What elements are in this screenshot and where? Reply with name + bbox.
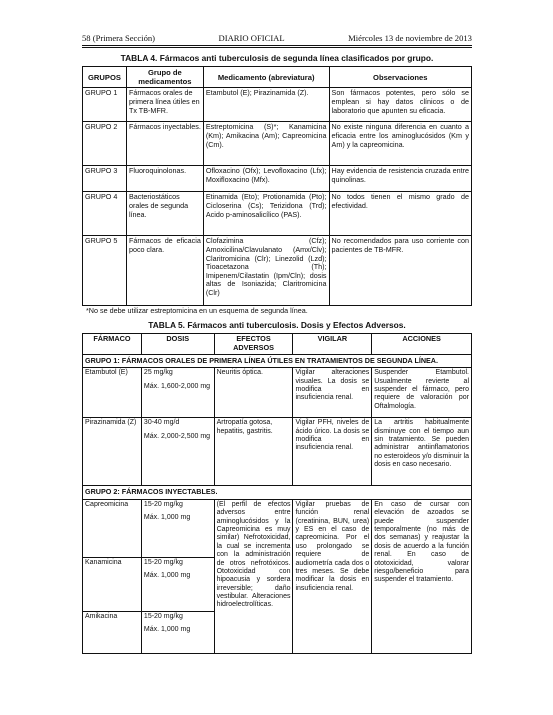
header-publication: DIARIO OFICIAL bbox=[218, 33, 285, 43]
table5-cell-watch: Vigilar alteraciones visuales. La dosis se modifica en insuficiencia renal. bbox=[293, 368, 372, 418]
table5 bbox=[82, 333, 472, 654]
table5-cell-drug: Kanamicina bbox=[83, 557, 142, 611]
table4-cell-notes: Hay evidencia de resistencia cruzada entre quinolinas. bbox=[329, 166, 471, 192]
table4-cell-drugs: Estreptomicina (S)*; Kanamicina (Km); Amikacina (Am); Capreomicina (Cm). bbox=[203, 122, 329, 166]
table4-header: Observaciones bbox=[329, 67, 471, 88]
table4-header: GRUPOS bbox=[83, 67, 127, 88]
table5-cell-dose bbox=[141, 418, 214, 486]
table4-footnote: *No se debe utilizar estreptomicina en un esquema de segunda línea. bbox=[86, 306, 308, 315]
table4-caption: TABLA 4. Fármacos anti tuberculosis de segunda línea clasificados por grupo. bbox=[120, 53, 434, 63]
table4-cell-notes: No todos tienen el mismo grado de efectividad. bbox=[329, 192, 471, 236]
table5-header-row bbox=[83, 334, 472, 355]
table4-cell-category: Fluoroquinolonas. bbox=[126, 166, 203, 192]
table4-row bbox=[83, 88, 472, 122]
table4-cell-notes: No recomendados para uso corriente con pacientes de TB-MFR. bbox=[329, 236, 471, 306]
table5-cell-drug: Pirazinamida (Z) bbox=[83, 418, 142, 486]
table4-row bbox=[83, 192, 472, 236]
dose-max: Máx. 1,000 mg bbox=[143, 572, 191, 580]
table4-row bbox=[83, 122, 472, 166]
table4-header: Medicamento (abreviatura) bbox=[203, 67, 329, 88]
dose-max: Máx. 1,000 mg bbox=[143, 626, 191, 634]
table4-cell-drugs: Etinamida (Eto); Protionamida (Pto); Cicloserina (Cs); Terizidona (Trd); Acido p-aminosalicílico (PAS). bbox=[203, 192, 329, 236]
table5-caption: TABLA 5. Fármacos anti tuberculosis. Dosis y Efectos Adversos. bbox=[148, 320, 406, 330]
dose-value: 15-20 mg/kg bbox=[143, 612, 183, 620]
dose-value: 30-40 mg/d bbox=[143, 419, 180, 427]
table5-cell-actions: La artritis habitualmente disminuye con el tiempo aun sin tratamiento. Se pueden administrar antiinflamatorios no esteroideos y/o disminuir la dosis en caso necesario. bbox=[372, 418, 472, 486]
table4-cell-category: Bacteriostáticos orales de segunda línea. bbox=[126, 192, 203, 236]
table5-header: EFECTOS ADVERSOS bbox=[214, 334, 293, 355]
table4-header: Grupo de medicamentos bbox=[126, 67, 203, 88]
table4-cell-group: GRUPO 1 bbox=[83, 88, 127, 122]
table4 bbox=[82, 66, 472, 306]
table5-row bbox=[83, 368, 472, 418]
dose-value: 15-20 mg/kg bbox=[143, 500, 183, 508]
dose-max: Máx. 2,000-2,500 mg bbox=[143, 432, 211, 440]
table4-cell-group: GRUPO 2 bbox=[83, 122, 127, 166]
table4-header-row bbox=[83, 67, 472, 88]
table5-group1-label: GRUPO 1: FÁRMACOS ORALES DE PRIMERA LÍNEA ÚTILES EN TRATAMIENTOS DE SEGUNDA LÍNEA. bbox=[83, 354, 472, 368]
table4-cell-group: GRUPO 3 bbox=[83, 166, 127, 192]
header-rule bbox=[82, 45, 472, 46]
table5-group-row bbox=[83, 354, 472, 368]
table4-cell-drugs: Ofloxacino (Ofx); Levofloxacino (Lfx); Moxifloxacino (Mfx). bbox=[203, 166, 329, 192]
dose-value: 25 mg/kg bbox=[143, 369, 173, 377]
table5-cell-actions: Suspender Etambutol. Usualmente revierte al suspender el fármaco, pero requiere de valoración por Oftalmología. bbox=[372, 368, 472, 418]
table5-cell-effects: (El perfil de efectos adversos entre aminoglucósidos y la Capreomicina es muy similar) Nefrotoxicidad, la cual se incrementa con la administración de otros nefrotóxicos. Ototoxicidad con hipoacusia y sordera irreversible; daño vestibular. Alteraciones hidroelectrolíticas. bbox=[214, 499, 293, 653]
table5-header: VIGILAR bbox=[293, 334, 372, 355]
table5-cell-effects: Neuritis óptica. bbox=[214, 368, 293, 418]
table5-group-row bbox=[83, 486, 472, 500]
table4-cell-drugs: Etambutol (E); Pirazinamida (Z). bbox=[203, 88, 329, 122]
table4-cell-notes: No existe ninguna diferencia en cuanto a eficacia entre los aminoglucósidos (Km y Am) y la capreomicina. bbox=[329, 122, 471, 166]
table4-cell-drugs: Clofazimina (Cfz); Amoxicilina/Clavulanato (Amx/Clv); Claritromicina (Clr); Linezolid (Lzd); Tioacetazona (Th); Imipenem/Cilastatin (Ipm/Cln); dosis altas de Isoniazida; Claritromicina (Clr) bbox=[203, 236, 329, 306]
table5-cell-dose bbox=[141, 557, 214, 611]
dose-max: Máx. 1,000 mg bbox=[143, 514, 191, 522]
header-page-section: 58 (Primera Sección) bbox=[82, 33, 156, 43]
table5-cell-watch: Vigilar PFH, niveles de ácido úrico. La dosis se modifica en insuficiencia renal. bbox=[293, 418, 372, 486]
table4-row bbox=[83, 166, 472, 192]
header-date: Miércoles 13 de noviembre de 2013 bbox=[348, 33, 472, 43]
table5-group2-label: GRUPO 2: FÁRMACOS INYECTABLES. bbox=[83, 486, 472, 500]
table4-cell-group: GRUPO 5 bbox=[83, 236, 127, 306]
table4-cell-category: Fármacos orales de primera línea útiles en Tx TB-MFR. bbox=[126, 88, 203, 122]
table5-cell-effects: Artropatía gotosa, hepatitis, gastritis. bbox=[214, 418, 293, 486]
dose-max: Máx. 1,600-2,000 mg bbox=[143, 382, 211, 390]
table4-cell-category: Fármacos inyectables. bbox=[126, 122, 203, 166]
table4-row bbox=[83, 236, 472, 306]
table5-cell-dose bbox=[141, 611, 214, 653]
dose-value: 15-20 mg/kg bbox=[143, 558, 183, 566]
table5-cell-dose bbox=[141, 368, 214, 418]
table4-cell-notes: Son fármacos potentes, pero sólo se emplean si hay datos clínicos o de laboratorio que apunten su eficacia. bbox=[329, 88, 471, 122]
table5-cell-dose bbox=[141, 499, 214, 557]
table5-header: FÁRMACO bbox=[83, 334, 142, 355]
table5-cell-watch: Vigilar pruebas de función renal (creatinina, BUN, urea) y ES en el caso de capreomicina. Por el uso prolongado se requiere de audiometría cada dos o tres meses. Se debe modificar la dosis en insuficiencia renal. bbox=[293, 499, 372, 653]
table4-cell-group: GRUPO 4 bbox=[83, 192, 127, 236]
table5-header: ACCIONES bbox=[372, 334, 472, 355]
page-header bbox=[82, 33, 472, 43]
header-rule-2 bbox=[82, 47, 472, 48]
table4-cell-category: Fármacos de eficacia poco clara. bbox=[126, 236, 203, 306]
table5-row bbox=[83, 499, 472, 557]
table5-cell-drug: Etambutol (E) bbox=[83, 368, 142, 418]
table5-cell-drug: Capreomicina bbox=[83, 499, 142, 557]
table5-header: DOSIS bbox=[141, 334, 214, 355]
table5-row bbox=[83, 418, 472, 486]
table5-cell-actions: En caso de cursar con elevación de azoados se puede suspender temporalmente (no más de dos semanas) y reajustar la dosis de acuerdo a la función renal. En caso de ototoxicidad, valorar riesgo/beneficio para suspender el tratamiento. bbox=[372, 499, 472, 653]
table5-cell-drug: Amikacina bbox=[83, 611, 142, 653]
